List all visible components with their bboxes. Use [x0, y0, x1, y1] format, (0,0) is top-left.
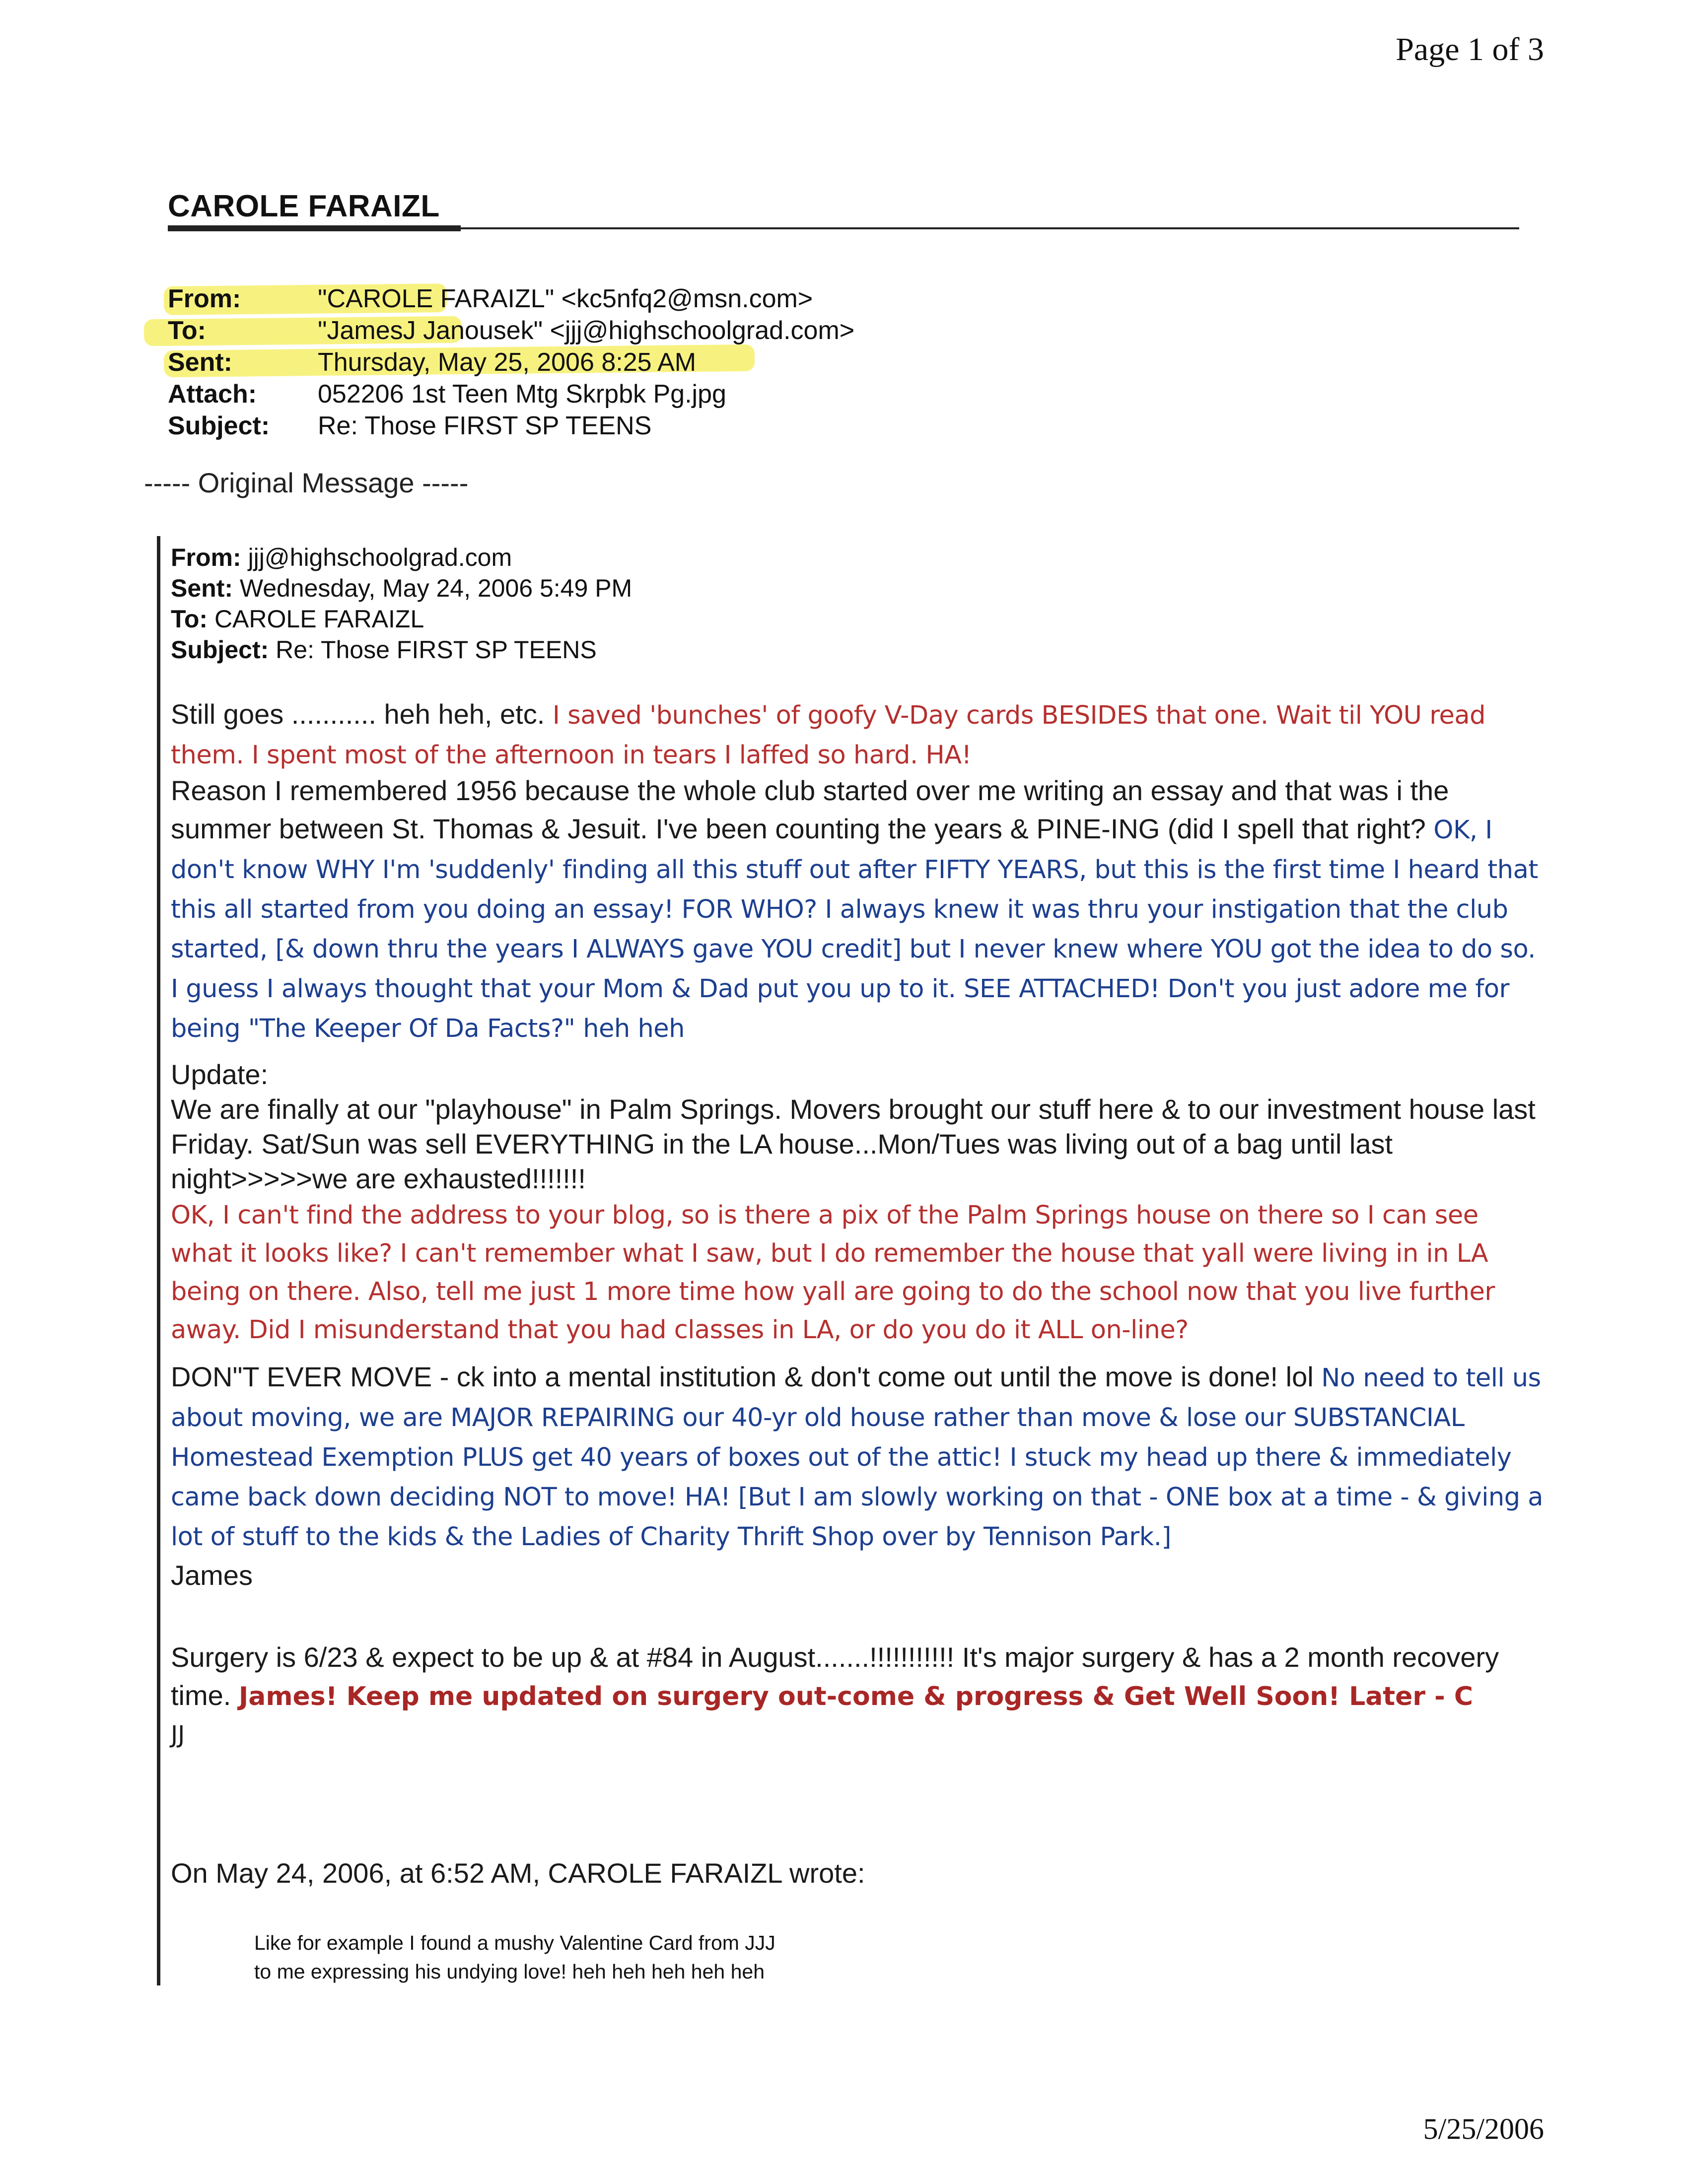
- orig-to-label: To:: [171, 605, 208, 633]
- wrote-line: On May 24, 2006, at 6:52 AM, CAROLE FARAIZL wrote:: [171, 1857, 865, 1889]
- quoted-message: [254, 1928, 775, 1986]
- header-from-row: [168, 283, 854, 315]
- header-to-value: "JamesJ Janousek" <jjj@highschoolgrad.com>: [318, 316, 855, 345]
- header-attach-value: 052206 1st Teen Mtg Skrpbk Pg.jpg: [318, 380, 726, 409]
- original-message-separator: ----- Original Message -----: [144, 467, 469, 498]
- orig-subject-row: [171, 634, 632, 665]
- header-to-label: To:: [168, 316, 206, 345]
- orig-subject-label: Subject:: [171, 636, 269, 664]
- paragraph-1: [171, 695, 1546, 774]
- quote-bar: [157, 536, 160, 1985]
- quoted-line-1: Like for example I found a mushy Valentine Card from JJJ: [254, 1931, 775, 1954]
- signature-james: James: [171, 1560, 253, 1591]
- quoted-line-2: to me expressing his undying love! heh heh heh heh heh: [254, 1960, 765, 1983]
- orig-from-row: [171, 542, 632, 573]
- header-attach-row: [168, 378, 854, 410]
- paragraph-2: [171, 771, 1546, 1048]
- p5-text: Surgery is 6/23 & expect to be up & at #84 in August.......!!!!!!!!!!! It's major surgery & has a 2 month recovery time.: [171, 1641, 1499, 1711]
- p4-text: DON"T EVER MOVE - ck into a mental institution & don't come out until the move is done! lol: [171, 1361, 1322, 1392]
- paragraph-3: [171, 1057, 1546, 1349]
- page-date: 5/25/2006: [1423, 2113, 1544, 2145]
- orig-from-label: From:: [171, 544, 241, 571]
- signature-jj: JJ: [171, 1721, 185, 1749]
- orig-sent-row: [171, 573, 632, 604]
- header-subject-label: Subject:: [168, 411, 270, 440]
- header-sent-row: [168, 346, 854, 378]
- header-to-row: [168, 315, 854, 346]
- header-attach-label: Attach:: [168, 380, 257, 409]
- orig-from-value: jjj@highschoolgrad.com: [248, 544, 512, 571]
- p3-red-reply: OK, I can't find the address to your blog, so is there a pix of the Palm Springs house on there so I can see what it looks like? I can't remember what I saw, but I do remember the house that yall were living in in LA being on there. Also, tell me just 1 more time how yall are going to do the school now that you live further away. Did I misunderstand that you had classes in LA, or do you do it ALL on-line?: [171, 1201, 1495, 1345]
- p5-bold-red-reply: James! Keep me updated on surgery out-come & progress & Get Well Soon! Later - C: [238, 1682, 1474, 1711]
- paragraph-5: [171, 1638, 1546, 1754]
- sender-name-heading: CAROLE FARAIZL: [168, 189, 440, 223]
- p2-blue-reply: OK, I don't know WHY I'm 'suddenly' finding all this stuff out after FIFTY YEARS, but this is the first time I heard that this all started from you doing an essay! FOR WHO? I always knew it was thru your instigation that the club started, [& down thru the years I ALWAYS gave YOU credit] but I never knew where YOU got the idea to do so. I guess I always thought that your Mom & Dad put you up to it. SEE ATTACHED! Don't you just adore me for being "The Keeper Of Da Facts?" heh heh: [171, 816, 1538, 1043]
- p3-text: We are finally at our "playhouse" in Palm Springs. Movers brought our stuff here & to our investment house last Friday. Sat/Sun was sell EVERYTHING in the LA house...Mon/Tues was living out of a bag until last night>>>>>we are exhausted!!!!!!!: [171, 1093, 1536, 1194]
- orig-subject-value: Re: Those FIRST SP TEENS: [276, 636, 597, 664]
- p1-text: Still goes ........... heh heh, etc.: [171, 698, 553, 730]
- p1-red-reply: I saved 'bunches' of goofy V-Day cards BESIDES that one. Wait til YOU read them. I spent most of the afternoon in tears I laffed so hard. HA!: [171, 701, 1486, 770]
- orig-sent-label: Sent:: [171, 574, 233, 602]
- header-from-label: From:: [168, 284, 241, 313]
- heading-rule-accent: [168, 225, 461, 231]
- p2-text: Reason I remembered 1956 because the whole club started over me writing an essay and that was i the summer between St. Thomas & Jesuit. I've been counting the years & PINE-ING (did I spell that right?: [171, 775, 1449, 844]
- header-sent-label: Sent:: [168, 348, 232, 377]
- orig-sent-value: Wednesday, May 24, 2006 5:49 PM: [239, 574, 633, 602]
- p4-blue-reply: No need to tell us about moving, we are MAJOR REPAIRING our 40-yr old house rather than move & lose our SUBSTANCIAL Homestead Exemption PLUS get 40 years of boxes out of the attic! I stuck my head up there & immediately came back down deciding NOT to move! HA! [But I am slowly working on that - ONE box at a time - & giving a lot of stuff to the kids & the Ladies of Charity Thrift Shop over by Tennison Park.]: [171, 1364, 1544, 1552]
- original-header: [171, 542, 632, 665]
- header-subject-value: Re: Those FIRST SP TEENS: [318, 411, 652, 440]
- header-sent-value: Thursday, May 25, 2006 8:25 AM: [318, 348, 697, 377]
- paragraph-4: [171, 1358, 1546, 1594]
- page-number: Page 1 of 3: [1396, 31, 1544, 68]
- header-subject-row: [168, 410, 854, 442]
- orig-to-value: CAROLE FARAIZL: [214, 605, 424, 633]
- email-header: [168, 283, 854, 442]
- header-from-value: "CAROLE FARAIZL" <kc5nfq2@msn.com>: [318, 284, 813, 313]
- update-heading: Update:: [171, 1059, 269, 1090]
- orig-to-row: [171, 604, 632, 634]
